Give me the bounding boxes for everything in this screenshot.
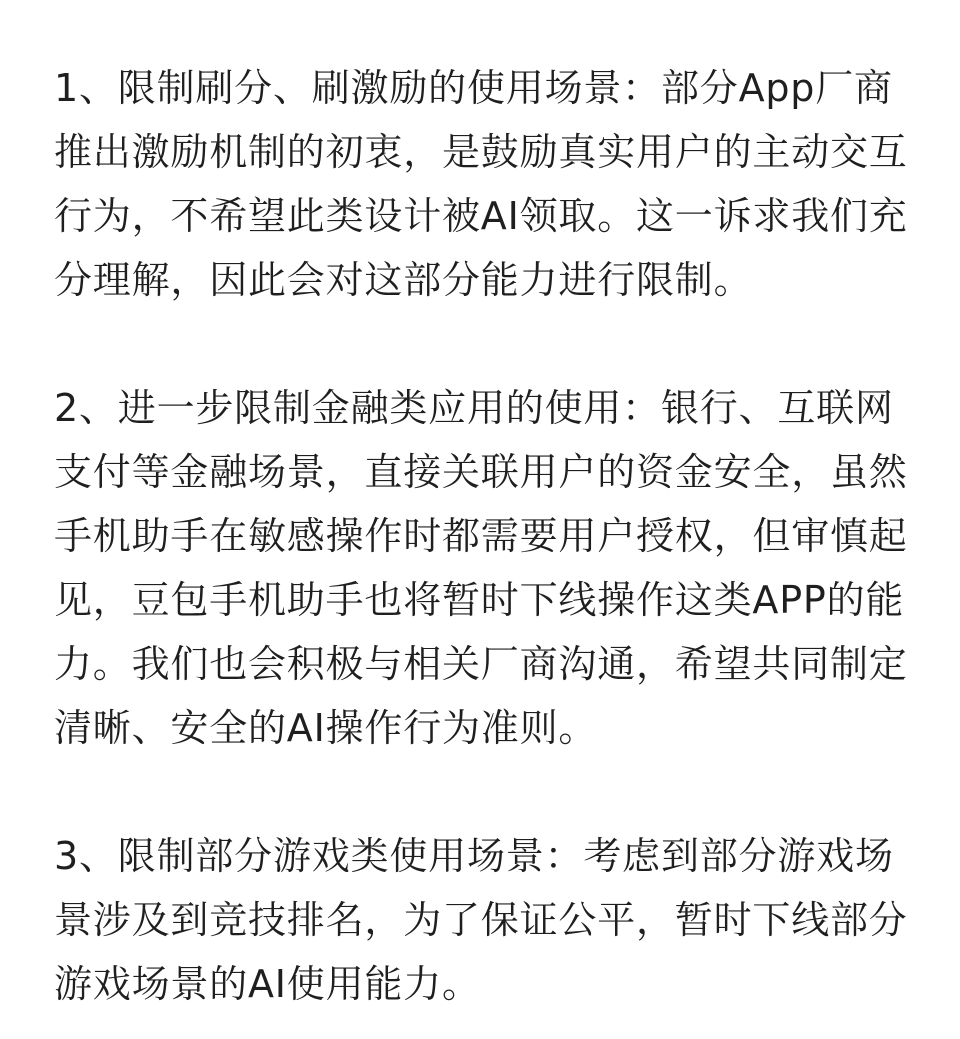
paragraph-1: 1、限制刷分、刷激励的使用场景：部分App厂商推出激励机制的初衷，是鼓励真实用户的主动交互行为，不希望此类设计被AI领取。这一诉求我们充分理解，因此会对这部分能力进行限制。: [54, 66, 908, 302]
paragraph-3: 3、限制部分游戏类使用场景：考虑到部分游戏场景涉及到竞技排名，为了保证公平，暂时下线部分游戏场景的AI使用能力。: [54, 834, 908, 1006]
paragraph-2: 2、进一步限制金融类应用的使用：银行、互联网支付等金融场景，直接关联用户的资金安全，虽然手机助手在敏感操作时都需要用户授权，但审慎起见，豆包手机助手也将暂时下线操作这类APP的能力。我们也会积极与相关厂商沟通，希望共同制定清晰、安全的AI操作行为准则。: [54, 386, 908, 750]
